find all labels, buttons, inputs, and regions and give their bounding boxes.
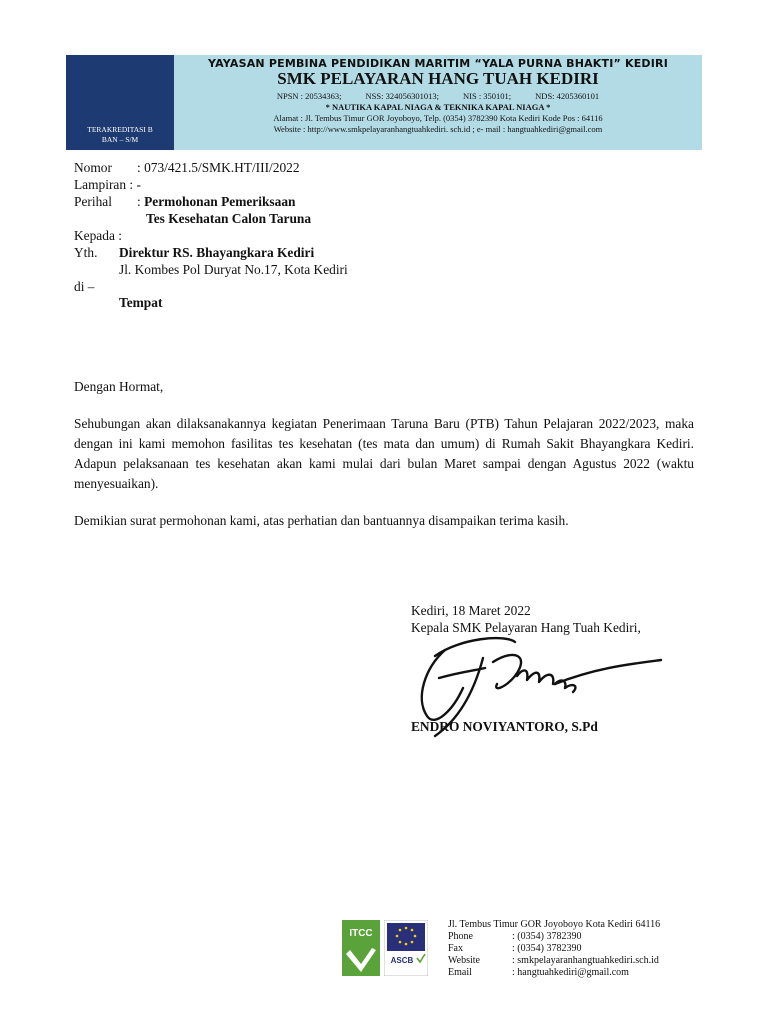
school-logo-box [66,55,174,150]
place-date: Kediri, 18 Maret 2022 [411,603,531,618]
footer-email-label: Email [448,967,472,978]
footer-fax-value: : (0354) 3782390 [512,943,582,954]
footer-website-label: Website [448,955,480,966]
itcc-logo-text: ITCC [349,928,373,939]
footer-website-value: : smkpelayaranhangtuahkediri.sch.id [512,955,659,966]
lampiran-value: : - [129,177,141,192]
body-paragraph-1: Sehubungan akan dilaksanakannya kegiatan Penerimaan Taruna Baru (PTB) Tahun Pelajaran 2022/2023, maka dengan ini kami memohon fasilitas tes kesehatan (tes mata dan umum) di Rumah Sakit Bhayangkara Kediri. Adapun pelaksanaan tes kesehatan akan kami mulai dari bulan Maret sampai dengan Agustus 2022 (waktu menyesuaikan). [74,416,694,491]
study-programs: * NAUTIKA KAPAL NIAGA & TEKNIKA KAPAL NIAGA * [325,102,551,112]
ascb-logo-text: ASCB [390,956,414,965]
nomor-row [74,159,300,176]
accreditation-line-2: BAN – S/M [101,135,139,144]
greeting: Dengan Hormat, [74,379,164,394]
perihal-label: Perihal [74,194,112,209]
nomor-value: : 073/421.5/SMK.HT/III/2022 [137,160,300,175]
di-label: di – [74,279,95,294]
school-identifiers [174,91,702,101]
ascb-accreditation-logo [384,920,428,976]
recipient-address: Jl. Kombes Pol Duryat No.17, Kota Kediri [119,262,348,277]
footer-fax-label: Fax [448,943,463,954]
lampiran-row [74,176,141,193]
school-web-email: Website : http://www.smkpelayaranhangtuahkediri. sch.id ; e- mail : hangtuahkediri@gmail.com [273,124,603,134]
perihal-colon: : [137,194,141,209]
foundation-name: YAYASAN PEMBINA PENDIDIKAN MARITIM “YALA PURNA BHAKTI” KEDIRI [207,57,669,70]
nomor-label: Nomor [74,160,112,175]
kepada-label: Kepada : [74,228,122,243]
lampiran-label: Lampiran [74,177,127,192]
letterhead-band [174,55,702,150]
accreditation-line-1: TERAKREDITASI B [87,125,153,134]
perihal-line-1: Permohonan Pemeriksaan [144,194,296,209]
recipient-name: Direktur RS. Bhayangkara Kediri [119,245,315,260]
tempat-label: Tempat [119,295,163,310]
footer-address: Jl. Tembus Timur GOR Joyoboyo Kota Kediri 64116 [448,919,661,930]
signer-position: Kepala SMK Pelayaran Hang Tuah Kediri, [411,620,641,635]
footer-phone-label: Phone [448,931,473,942]
perihal-line-2: Tes Kesehatan Calon Taruna [146,211,312,226]
school-address: Alamat : Jl. Tembus Timur GOR Joyoboyo, Telp. (0354) 3782390 Kota Kediri Kode Pos : 64116 [273,113,603,123]
footer-phone-value: : (0354) 3782390 [512,931,582,942]
nis: NIS : 350101; [463,91,512,101]
nds: NDS: 4205360101 [535,91,600,101]
signer-name: ENDRO NOVIYANTORO, S.Pd [411,719,598,734]
footer-email-value: : hangtuahkediri@gmail.com [512,967,629,978]
nss: NSS: 324056301013; [365,91,439,101]
npsn: NPSN : 20534363; [276,91,342,101]
school-name: SMK PELAYARAN HANG TUAH KEDIRI [277,69,599,88]
perihal-row [74,193,295,210]
itcc-certification-logo [342,920,380,976]
body-paragraph-2: Demikian surat permohonan kami, atas perhatian dan bantuannya disampaikan terima kasih. [74,513,569,528]
yth-label: Yth. [74,245,98,260]
